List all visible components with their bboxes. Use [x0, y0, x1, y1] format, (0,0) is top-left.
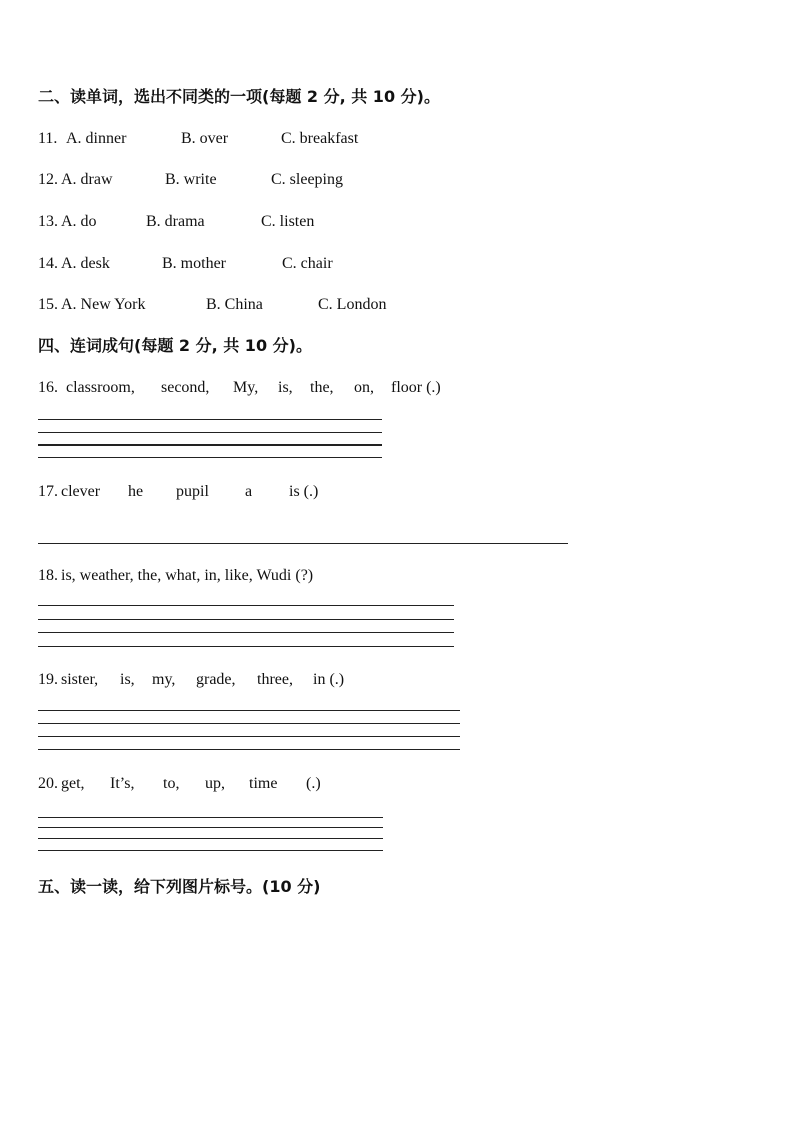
answer-line[interactable] — [38, 723, 460, 724]
question-number: 15. — [38, 296, 58, 313]
section-5-heading: 五、读一读，给下列图片标号。(10 分) — [38, 877, 321, 896]
option-a: A. do — [61, 213, 97, 230]
question-number: 13. — [38, 213, 58, 230]
option-a: A. desk — [61, 255, 110, 272]
word: second, — [161, 379, 210, 396]
answer-line[interactable] — [38, 817, 383, 818]
word: the, — [310, 379, 334, 396]
answer-line[interactable] — [38, 619, 454, 620]
word: floor (.) — [391, 379, 441, 396]
word: he — [128, 483, 144, 500]
answer-line[interactable] — [38, 543, 568, 544]
word: on, — [354, 379, 374, 396]
section-4-heading: 四、连词成句(每题 2 分, 共 10 分)。 — [38, 336, 312, 355]
answer-line[interactable] — [38, 838, 383, 839]
option-c: C. listen — [261, 213, 315, 230]
word: three, — [257, 671, 293, 688]
word: pupil — [176, 483, 209, 500]
answer-line[interactable] — [38, 850, 383, 851]
option-c: C. breakfast — [281, 130, 359, 147]
word: (.) — [306, 775, 321, 792]
word: is (.) — [289, 483, 319, 500]
answer-line[interactable] — [38, 419, 382, 420]
word: sister, — [61, 671, 99, 688]
answer-line[interactable] — [38, 605, 454, 606]
option-b: B. China — [206, 296, 263, 313]
answer-line[interactable] — [38, 827, 383, 828]
word: get, — [61, 775, 85, 792]
question-number: 11. — [38, 130, 58, 147]
word: my, — [152, 671, 176, 688]
word: in (.) — [313, 671, 345, 688]
option-c: C. London — [318, 296, 387, 313]
question-number: 14. — [38, 255, 58, 272]
option-a: A. draw — [61, 171, 113, 188]
option-c: C. chair — [282, 255, 333, 272]
section-2-heading: 二、读单词，选出不同类的一项(每题 2 分, 共 10 分)。 — [38, 87, 440, 106]
question-number: 18. — [38, 567, 58, 584]
answer-line[interactable] — [38, 749, 460, 750]
word: It’s, — [110, 775, 135, 792]
option-b: B. write — [165, 171, 217, 188]
word: is, — [278, 379, 293, 396]
answer-line[interactable] — [38, 646, 454, 647]
question-number: 16. — [38, 379, 58, 396]
question-number: 12. — [38, 171, 58, 188]
word: grade, — [196, 671, 236, 688]
word: My, — [233, 379, 259, 396]
word: clever — [61, 483, 101, 500]
question-number: 17. — [38, 483, 58, 500]
answer-line[interactable] — [38, 432, 382, 433]
question-number: 19. — [38, 671, 58, 688]
option-b: B. mother — [162, 255, 226, 272]
answer-line[interactable] — [38, 632, 454, 633]
word: up, — [205, 775, 225, 792]
answer-line[interactable] — [38, 457, 382, 458]
word: classroom, — [66, 379, 135, 396]
word: is, — [120, 671, 135, 688]
word: a — [245, 483, 253, 500]
question-number: 20. — [38, 775, 58, 792]
word: to, — [163, 775, 180, 792]
option-b: B. over — [181, 130, 229, 147]
answer-line[interactable] — [38, 736, 460, 737]
word: time — [249, 775, 278, 792]
option-a: A. New York — [61, 296, 146, 313]
option-c: C. sleeping — [271, 171, 343, 188]
answer-line[interactable] — [38, 710, 460, 711]
option-b: B. drama — [146, 213, 205, 230]
question-text: is, weather, the, what, in, like, Wudi (?) — [61, 567, 314, 584]
answer-line[interactable] — [38, 444, 382, 446]
option-a: A. dinner — [66, 130, 127, 147]
